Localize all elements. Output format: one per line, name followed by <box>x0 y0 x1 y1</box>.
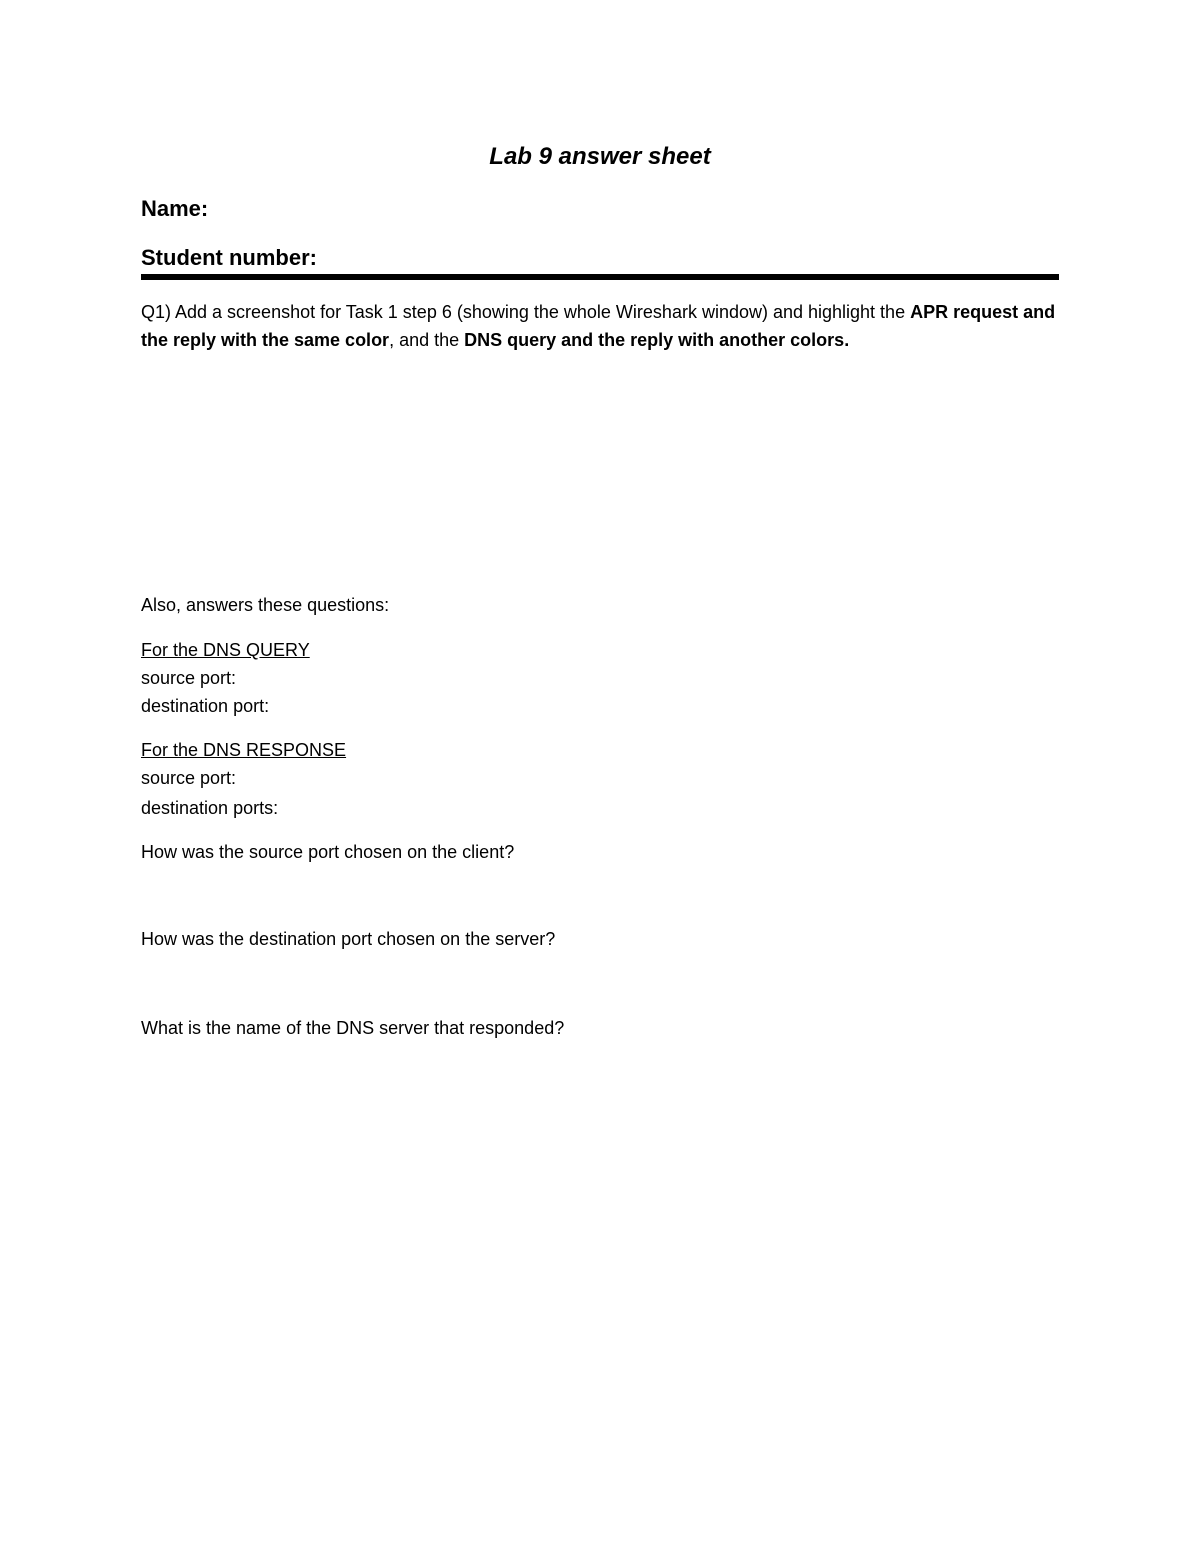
q1-text-part2: , and the <box>389 330 465 350</box>
dns-response-source-port: source port: <box>141 768 237 788</box>
q1-text-bold1: APR request and the reply with the same color <box>141 302 1056 350</box>
dns-response-destination-ports: destination ports: <box>141 798 279 818</box>
dns-query-destination-port: destination port: <box>141 696 270 716</box>
student-number-label: Student number: <box>141 245 317 270</box>
question-source-port-client: How was the source port chosen on the client? <box>141 842 515 862</box>
dns-response-heading: For the DNS RESPONSE <box>141 740 347 760</box>
q1-question <box>141 298 1061 354</box>
q1-text-bold2: DNS query and the reply with another colors. <box>464 330 850 350</box>
dns-query-heading: For the DNS QUERY <box>141 640 310 660</box>
dns-query-source-port: source port: <box>141 668 237 688</box>
horizontal-rule <box>141 274 1059 280</box>
name-label: Name: <box>141 196 209 221</box>
q1-text-part1: Q1) Add a screenshot for Task 1 step 6 (showing the whole Wireshark window) and highlight the <box>141 302 911 322</box>
also-text: Also, answers these questions: <box>141 595 390 615</box>
question-destination-port-server: How was the destination port chosen on the server? <box>141 929 556 949</box>
document-title: Lab 9 answer sheet <box>489 143 711 170</box>
question-dns-server-name: What is the name of the DNS server that responded? <box>141 1018 565 1038</box>
